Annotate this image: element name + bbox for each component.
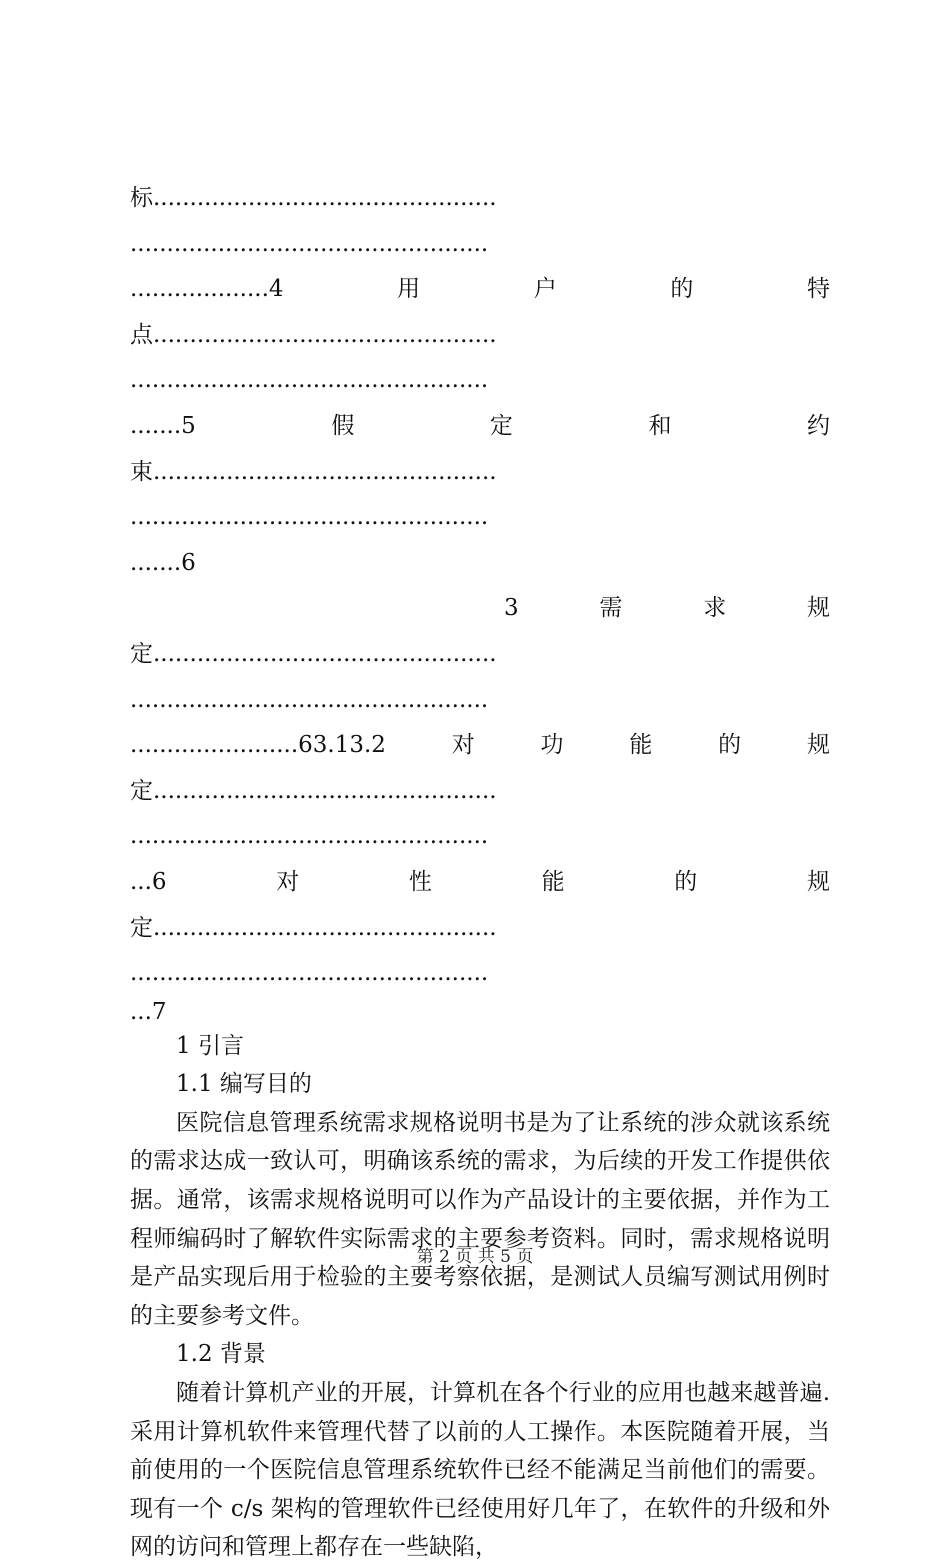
toc-dots: ................................................. xyxy=(130,823,489,850)
toc-dots-page: .......5 xyxy=(130,412,196,439)
toc-word: 对 xyxy=(276,868,300,895)
toc-word: 规 xyxy=(806,595,830,622)
toc-word: 能 xyxy=(541,868,565,895)
toc-line xyxy=(130,495,830,541)
toc-word: 用 xyxy=(397,276,421,303)
toc-dots-page: .......6 xyxy=(130,549,196,576)
toc-spread xyxy=(504,586,830,632)
toc-line xyxy=(130,313,830,359)
purpose-paragraph: 医院信息管理系统需求规格说明书是为了让系统的涉众就该系统的需求达成一致认可，明确该系统的需求，为后续的开发工作提供依据。通常，该需求规格说明可以作为产品设计的主要依据，并作为工程师编码时了解软件实际需求的主要参考资料。同时，需求规格说明是产品实现后用于检验的主要考察依据，是测试人员编写测试用例时的主要参考文件。 xyxy=(130,1109,830,1329)
toc-dots-page: ...6 xyxy=(130,868,167,895)
toc-line xyxy=(130,176,830,222)
toc-dots: ................................................. xyxy=(130,230,489,257)
toc-word: 规 xyxy=(806,868,830,895)
toc-label: 点 xyxy=(130,321,153,348)
toc-line xyxy=(130,951,830,997)
toc-line xyxy=(130,723,830,769)
toc-line xyxy=(130,586,830,632)
toc-line xyxy=(130,906,830,952)
toc-dots: ............................................... xyxy=(153,777,497,804)
toc-line xyxy=(130,358,830,404)
toc-line xyxy=(130,997,830,1027)
toc-word: 定 xyxy=(489,412,513,439)
section-heading-intro: 1 引言 xyxy=(176,1032,244,1059)
toc-line xyxy=(130,860,830,906)
toc-word: 和 xyxy=(648,412,672,439)
toc-dots-page: ...................4 xyxy=(130,276,284,303)
toc-word: 的 xyxy=(718,732,742,759)
toc-dots: ................................................. xyxy=(130,960,489,987)
toc-word: 3 xyxy=(504,595,519,622)
toc-word: 特 xyxy=(806,276,830,303)
toc-line xyxy=(130,541,830,587)
section-heading-purpose: 1.1 编写目的 xyxy=(176,1071,312,1098)
toc-line xyxy=(130,814,830,860)
toc-word: 能 xyxy=(629,732,653,759)
toc-dots: ................................................. xyxy=(130,504,489,531)
toc-word: 求 xyxy=(703,595,727,622)
toc-word: 需 xyxy=(599,595,623,622)
toc-dots: ............................................... xyxy=(153,640,497,667)
toc-word: 约 xyxy=(807,412,830,439)
toc-word: 功 xyxy=(540,732,564,759)
toc-dots: ............................................... xyxy=(153,458,497,485)
toc-dots-page: .......................63.13.2 xyxy=(130,732,386,759)
toc-line xyxy=(130,450,830,496)
toc-dots: ............................................... xyxy=(153,914,497,941)
toc-dots: ................................................. xyxy=(130,367,489,394)
toc-line xyxy=(130,267,830,313)
toc-label: 定 xyxy=(130,640,153,667)
toc-dots: ............................................... xyxy=(153,185,497,211)
toc-line xyxy=(130,632,830,678)
page-footer: 第 2 页 共 5 页 xyxy=(416,1247,534,1267)
toc-dots: ................................................. xyxy=(130,686,489,713)
toc-label: 定 xyxy=(130,777,153,804)
toc-word: 假 xyxy=(331,412,355,439)
toc-line xyxy=(130,404,830,450)
background-paragraph: 随着计算机产业的开展，计算机在各个行业的应用也越来越普遍.采用计算机软件来管理代替了以前的人工操作。本医院随着开展，当前使用的一个医院信息管理系统软件已经不能满足当前他们的需要。现有一个 c/s 架构的管理软件已经使用好几年了，在软件的升级和外网的访问和管理上都存在一些缺陷， xyxy=(130,1380,830,1561)
toc-word: 的 xyxy=(670,276,694,303)
section-heading-background: 1.2 背景 xyxy=(176,1341,266,1368)
toc-word: 的 xyxy=(674,868,698,895)
toc-word: 性 xyxy=(408,868,432,895)
toc-label: 标 xyxy=(130,185,153,211)
toc-dots-page: ...7 xyxy=(130,998,167,1025)
toc-word: 对 xyxy=(451,732,475,759)
toc-line xyxy=(130,678,830,724)
document-content xyxy=(130,176,830,1567)
toc-word: 规 xyxy=(806,732,830,759)
toc-line xyxy=(130,222,830,268)
toc-label: 束 xyxy=(130,458,153,485)
toc-dots: ............................................... xyxy=(153,321,497,348)
toc-label: 定 xyxy=(130,914,153,941)
toc-line xyxy=(130,769,830,815)
toc-word: 户 xyxy=(533,276,557,303)
